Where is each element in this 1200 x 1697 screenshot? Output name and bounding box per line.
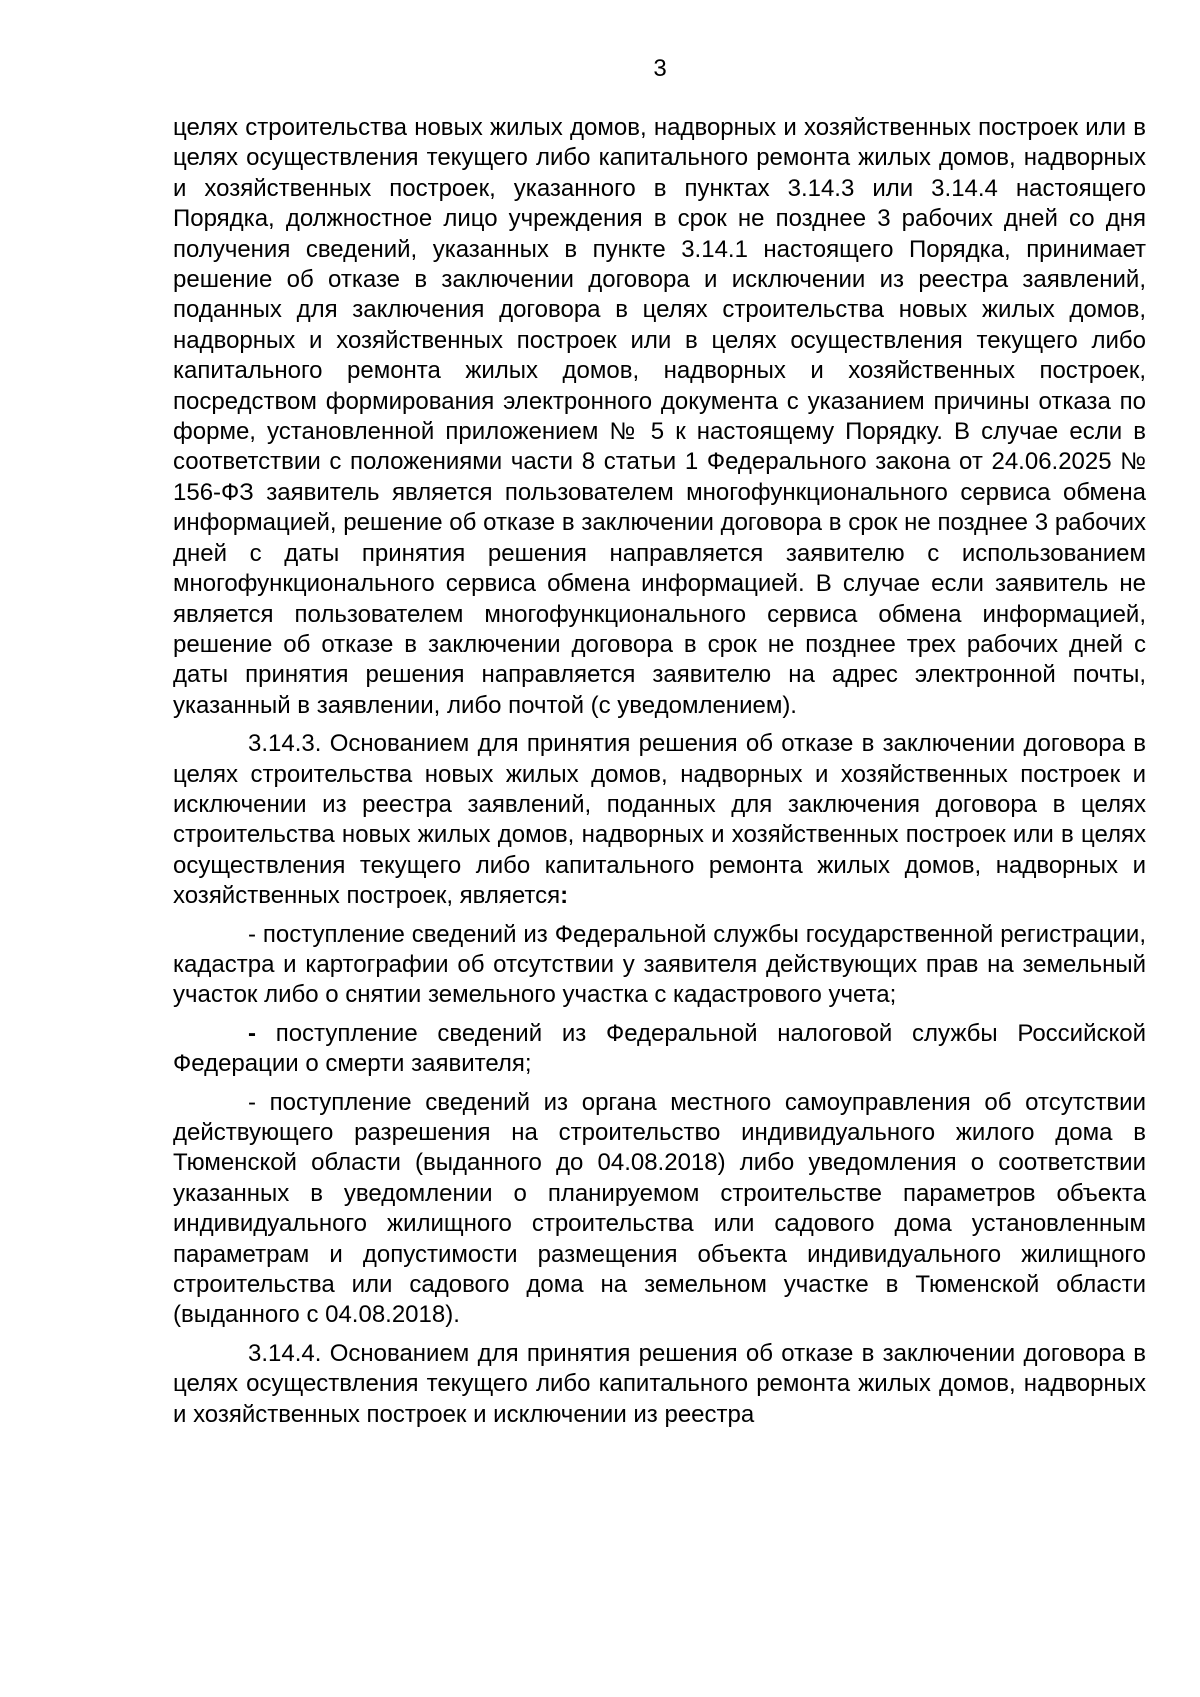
page-number: 3 xyxy=(653,55,667,82)
document-body xyxy=(173,113,1146,1430)
list-item-text: - поступление сведений из органа местного самоуправления об отсутствии действующего разрешения на строительство индивидуального жилого дома в Тюменской области (выданного до 04.08.2018) либо уведомления о соответствии указанных в уведомлении о планируемом строительстве параметров объекта индивидуального жилищного строительства или садового дома установленным параметрам и допустимости размещения объекта индивидуального жилищного строительства или садового дома на земельном участке в Тюменской области (выданного с 04.08.2018). xyxy=(173,1088,1146,1329)
paragraph-text: целях строительства новых жилых домов, надворных и хозяйственных построек или в целях осуществления текущего либо капитального ремонта жилых домов, надворных и хозяйственных построек, указанного в пунктах 3.14.3 или 3.14.4 настоящего Порядка, должностное лицо учреждения в срок не позднее 3 рабочих дней со дня получения сведений, указанных в пункте 3.14.1 настоящего Порядка, принимает решение об отказе в заключении договора и исключении из реестра заявлений, поданных для заключения договора в целях строительства новых жилых домов, надворных и хозяйственных построек или в целях осуществления текущего либо капитального ремонта жилых домов, надворных и хозяйственных построек, посредством формирования электронного документа с указанием причины отказа по форме, установленной приложением № 5 к настоящему Порядку. В случае если в соответствии с положениями части 8 статьи 1 Федерального закона от 24.06.2025 № 156-ФЗ заявитель является пользователем многофункционального сервиса обмена информацией, решение об отказе в заключении договора в срок не позднее 3 рабочих дней с даты принятия решения направляется заявителю с использованием многофункционального сервиса обмена информацией. В случае если заявитель не является пользователем многофункционального сервиса обмена информацией, решение об отказе в заключении договора в срок не позднее трех рабочих дней с даты принятия решения направляется заявителю на адрес электронной почты, указанный в заявлении, либо почтой (с уведомлением). xyxy=(173,114,1146,719)
paragraph-colon: : xyxy=(560,882,569,910)
list-item-dash: - xyxy=(248,1019,256,1047)
paragraph-continuation xyxy=(173,113,1146,721)
paragraph-text: 3.14.3. Основанием для принятия решения об отказе в заключении договора в целях строительства новых жилых домов, надворных и хозяйственных построек и исключении из реестра заявлений, поданных для заключения договора в целях строительства новых жилых домов, надворных и хозяйственных построек или в целях осуществления текущего либо капитального ремонта жилых домов, надворных и хозяйственных построек, является xyxy=(173,730,1146,910)
paragraph-3-14-4 xyxy=(173,1339,1146,1430)
paragraph-text: 3.14.4. Основанием для принятия решения об отказе в заключении договора в целях осуществления текущего либо капитального ремонта жилых домов, надворных и хозяйственных построек и исключении из реестра xyxy=(173,1339,1146,1428)
list-item-rosreestr xyxy=(173,920,1146,1011)
list-item-tax-service xyxy=(173,1019,1146,1080)
paragraph-3-14-3 xyxy=(173,729,1146,911)
list-item-text: - поступление сведений из Федеральной службы государственной регистрации, кадастра и картографии об отсутствии у заявителя действующих прав на земельный участок либо о снятии земельного участка с кадастрового учета; xyxy=(173,920,1146,1009)
list-item-text: поступление сведений из Федеральной налоговой службы Российской Федерации о смерти заявителя; xyxy=(173,1019,1146,1078)
list-item-local-government xyxy=(173,1088,1146,1331)
